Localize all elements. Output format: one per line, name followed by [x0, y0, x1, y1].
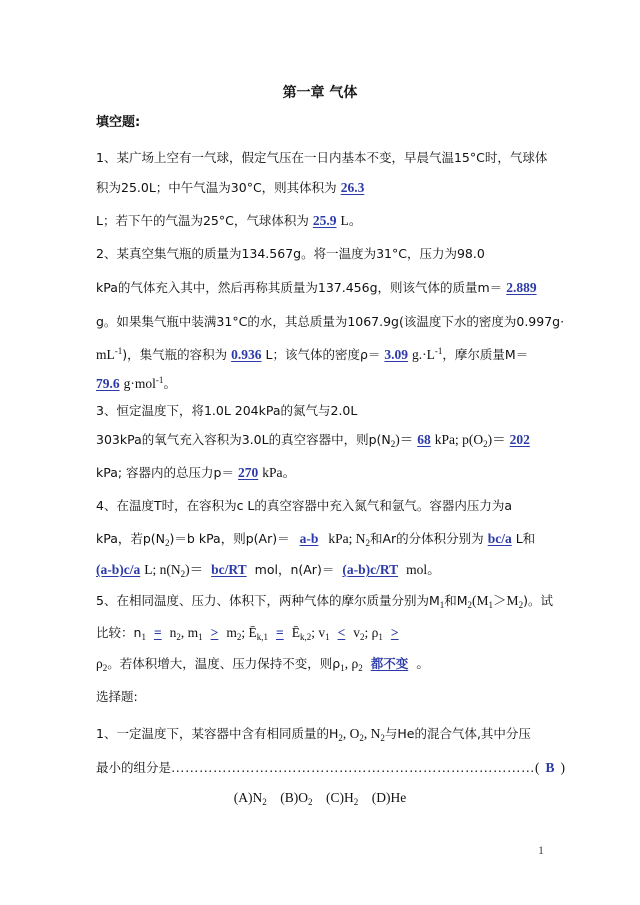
answer-blank: 25.9: [312, 213, 337, 228]
answer-blank: bc/RT: [211, 562, 247, 577]
q2-line-2: kPa的气体充入其中，然后再称其质量为137.456g，则该气体的质量m＝ 2.889: [96, 279, 541, 297]
answer-blank: 79.6: [96, 376, 120, 391]
answer-blank: 202: [509, 432, 530, 447]
c1-line-1: 1、一定温度下，某容器中含有相同质量的$H_2$, $O_2$, $N_2$与He的混合气体,其中分压: [96, 726, 531, 743]
q2-line-1: 2、某真空集气瓶的质量为134.567g。将一温度为31°C，压力为98.0: [96, 246, 485, 261]
c1-options: [0, 790, 640, 806]
chapter-title: 第一章 气体: [282, 85, 358, 101]
q2-line-5: 79.6 g·mol$^{-1}$。: [96, 375, 177, 391]
answer-blank: 2.889: [506, 280, 537, 295]
answer-blank: <: [337, 625, 346, 640]
answer-blank: (a-b)c/a: [96, 562, 141, 577]
answer-blank: 270: [238, 465, 259, 480]
choice-section-heading: 选择题:: [96, 689, 138, 704]
option-a: $(A)N_2$: [233, 790, 267, 807]
answer-blank: 0.936: [231, 347, 262, 362]
answer-blank: 26.3: [340, 180, 365, 195]
q3-line-1: 3、恒定温度下，将1.0L 204kPa的氮气与2.0L: [96, 403, 358, 418]
page-number: 1: [538, 843, 544, 857]
answer-blank: >: [210, 625, 219, 640]
q4-line-3: (a-b)c/a L; $n(N_2)= bc/RT$ mol，n(Ar)＝ (a-b)c/RT mol。: [96, 562, 441, 579]
fill-in-section-heading: 填空题:: [96, 115, 141, 130]
c1-line-2: 最小的组分是……………………………………………………………………( B ): [96, 760, 566, 775]
q1-line-2: 积为25.0L；中午气温为30°C，则其体积为 26.3: [96, 179, 368, 197]
q5-line-2: 比较：$n_1 = n_2$, $m_1 > m_2$; $Ē_{k,1}$ = $Ē_{k,2}$; $v_1 < v_2$; $\rho_1$ >: [96, 624, 407, 642]
option-d: (D)He: [371, 790, 407, 805]
option-c: $(C)H_2$: [326, 790, 359, 807]
answer-blank: 3.09: [384, 347, 409, 362]
answer-blank: 68: [417, 432, 431, 447]
q4-line-1: 4、在温度T时，在容积为c L的真空容器中充入氮气和氩气。容器内压力为a: [96, 498, 513, 513]
q1-line-3: L；若下午的气温为25°C，气球体积为 25.9 L。: [96, 213, 363, 228]
option-b: $(B)O_2$: [280, 790, 313, 807]
q5-line-3: $\rho_2$。若体积增大，温度、压力保持不变，则$\rho_1$, $\rho_2$ 都不变 。: [96, 656, 430, 673]
q2-line-3: g。如果集气瓶中装满31°C的水，其总质量为1067.9g(该温度下水的密度为0.997g·: [96, 314, 565, 329]
answer-blank: a-b: [299, 531, 319, 546]
answer-blank: 都不变: [370, 656, 409, 671]
q1-line-1: 1、某广场上空有一气球，假定气压在一日内基本不变，早晨气温15°C时，气球体: [96, 150, 548, 165]
q5-line-1: 5、在相同温度、压力、体积下，两种气体的摩尔质量分别为$M_1$和$M_2(M_1>M_2)$。试: [96, 593, 553, 610]
answer-blank: bc/a: [487, 531, 512, 546]
q3-line-2: 303kPa的氧气充入容积为3.0L的真空容器中，则$p(N_2)= 68$ kPa; $p(O_2)= 202$: [96, 431, 534, 449]
choice-answer: B: [545, 760, 555, 775]
q3-line-3: kPa; 容器内的总压力p＝ 270 kPa。: [96, 465, 296, 480]
answer-blank: (a-b)c/RT: [342, 562, 399, 577]
answer-blank: >: [390, 625, 399, 640]
q2-line-4: $mL^{-1}$)，集气瓶的容积为 0.936 L；该气体的密度ρ＝ 3.09 $g.\cdot L^{-1}$，摩尔质量M＝: [96, 346, 529, 362]
answer-blank: =: [153, 625, 162, 640]
q4-line-2: kPa，若$p(N_2)=b$ kPa，则p(Ar)＝ a-b kPa; $N_2$和Ar的分体积分别为 bc/a L和: [96, 531, 536, 548]
answer-blank: =: [276, 625, 284, 640]
